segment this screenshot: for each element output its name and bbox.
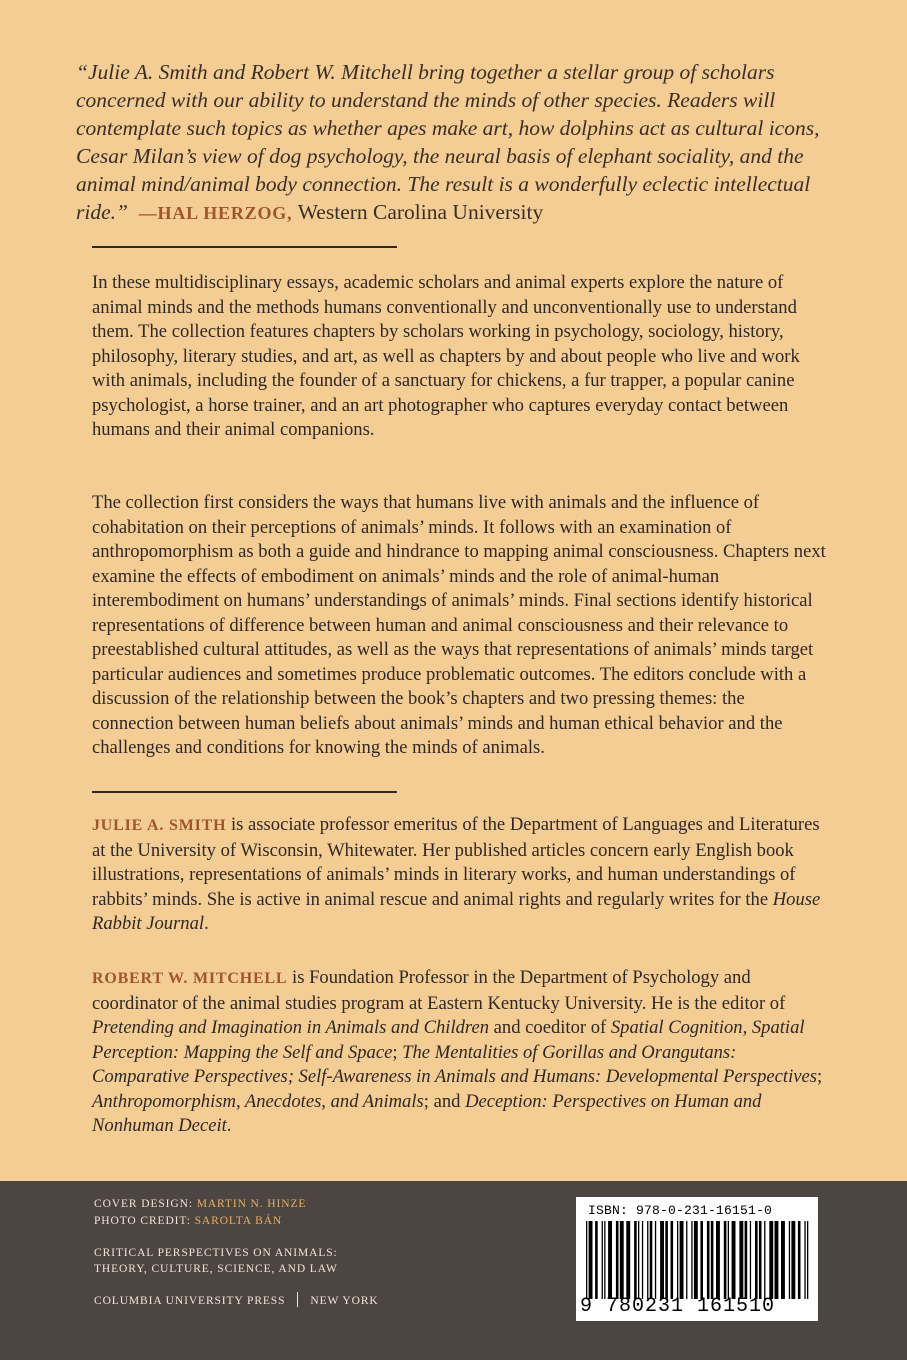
barcode-bar [677,1221,678,1299]
publisher-name: COLUMBIA UNIVERSITY PRESS [94,1295,286,1307]
isbn-label: ISBN: 978-0-231-16151-0 [588,1203,773,1218]
book-title: Spatial Cognition, Spatial Perception: Mapping the Self and Space [92,1017,805,1063]
barcode-bar [691,1221,692,1299]
barcode-bar [707,1221,710,1299]
publisher-imprint [94,1292,379,1307]
barcode-bar [626,1221,630,1299]
book-title: The Mentalities of Gorillas and Orangutans: Comparative Perspectives; Self-Awareness in Animals and Humans: Developmental Perspectives [92,1041,818,1087]
author-bio-mitchell [92,966,828,1139]
barcode-bar [642,1221,643,1299]
barcode-bar [716,1221,720,1299]
barcode-bar [694,1221,698,1299]
author-name: JULIE A. SMITH [92,817,227,834]
barcode-bar [620,1221,624,1299]
bio-end: . [204,913,209,934]
series-line: CRITICAL PERSPECTIVES ON ANIMALS: [94,1247,338,1259]
journal-title: House Rabbit Journal [92,888,821,934]
quote-affiliation: Western Carolina University [297,200,544,224]
barcode-bar [638,1221,639,1299]
photo-credit [94,1213,306,1230]
cover-design-credit [94,1196,306,1213]
barcode-bar [671,1221,674,1299]
barcode-bar [680,1221,684,1299]
barcode-bar [755,1221,758,1299]
barcode-bar [764,1221,765,1299]
separator [297,1292,298,1307]
book-title: Deception: Perspectives on Human and Nonhuman Deceit [92,1090,762,1136]
bio-end: . [226,1115,232,1136]
barcode-bar [804,1221,805,1299]
barcode-bar [807,1221,808,1299]
barcode-bar [798,1221,801,1299]
barcode-bar [686,1221,687,1299]
barcode-bar [655,1221,656,1299]
barcode-bar [745,1221,748,1299]
credits [94,1196,306,1230]
barcode-bar [665,1221,668,1299]
divider-rule [92,791,397,793]
barcode-bar [616,1221,619,1299]
barcode-bar [750,1221,751,1299]
barcode-bar [647,1221,648,1299]
credit-label: COVER DESIGN: [94,1198,193,1210]
bio-text: ; [392,1041,403,1063]
barcode-bar [602,1221,603,1299]
credit-value: MARTIN N. HINZE [196,1198,307,1210]
isbn-barcode [576,1197,818,1321]
barcode-bar [769,1221,773,1299]
series-title [94,1245,338,1277]
credit-label: PHOTO CREDIT: [94,1215,191,1227]
barcode-bar [759,1221,762,1299]
barcode-bar [789,1221,790,1299]
barcode-bar [634,1221,637,1299]
barcode-digits: 9 780231 161510 [580,1295,776,1318]
bio-text: ; and [423,1090,466,1112]
description-paragraph-2: The collection first considers the ways that humans live with animals and the influence of cohabitation on their perceptions of animals’ minds. It follows with an examination of anthropomorphism as both a guide and hindrance to mapping animal consciousness. Chapters next examine the effects of embodiment on animals’ minds and the role of animal-human interembodiment on humans’ understandings of animals’ minds. Final sections identify historical representations of difference between human and animal consciousness and their relevance to preestablished cultural attitudes, as well as the ways that representations of animals’ minds target particular audiences and sometimes produce problematic outcomes. The editors conclude with a discussion of the relationship between the book’s chapters and two pressing themes: the connection between human beliefs about animals’ minds and human ethical behavior and the challenges and conditions for knowing the minds of animals. [92,492,826,758]
bio-text: and coeditor of [489,1017,611,1038]
barcode-bar [660,1221,664,1299]
quote-author: —HAL HERZOG, [138,203,293,223]
description-paragraph-1: In these multidisciplinary essays, academic scholars and animal experts explore the nature of animal minds and the methods humans conventionally and unconventionally use to understand them. The collection features chapters by scholars working in psychology, sociology, history, philosophy, literary studies, and art, as well as chapters by and about people who live and work with animals, including the founder of a sanctuary for chickens, a fur trapper, a popular canine psychologist, a horse trainer, and an art photographer who captures everyday contact between humans and their animal companions. [92,272,800,440]
barcode-bar [586,1221,587,1299]
barcode-bars [582,1221,814,1299]
author-name: ROBERT W. MITCHELL [92,970,288,987]
barcode-bar [608,1221,612,1299]
barcode-bar [791,1221,795,1299]
barcode-bar [781,1221,785,1299]
barcode-bar [589,1221,593,1299]
publisher-location: NEW YORK [310,1295,379,1307]
series-line: THEORY, CULTURE, SCIENCE, AND LAW [94,1263,338,1275]
bio-text: is associate professor emeritus of the Department of Languages and Literatures at the University of Wisconsin, Whitewater. Her published articles concern early English book illustrations, representations of animals’ minds in literary works, and human understandings of rabbits’ minds. She is active in animal rescue and animal rights and regularly writes for the [92,814,820,910]
book-title: Anthropomorphism, Anecdotes, and Animals [92,1090,424,1112]
quote-text: “Julie A. Smith and Robert W. Mitchell bring together a stellar group of scholars concerned with our ability to understand the minds of other species. Readers will contemplate such topics as whether apes make art, how dolphins act as cultural icons, Cesar Milan’s view of dog psychology, the neural basis of elephant sociality, and the animal mind/animal body connection. The result is a wonderfully eclectic intellectual ride.” [76,60,820,224]
barcode-bar [650,1221,653,1299]
barcode-bar [739,1221,743,1299]
barcode-bar [711,1221,714,1299]
bio-text: ; [817,1066,823,1087]
divider-rule [92,246,397,248]
barcode-bar [604,1221,605,1299]
endorsement-quote [76,58,844,227]
credit-value: SAROLTA BÁN [194,1215,283,1227]
barcode-bar [595,1221,598,1299]
bio-text: is Foundation Professor in the Department of Psychology and coordinator of the animal studies program at Eastern Kentucky University. He is the editor of [92,967,786,1014]
barcode-bar [775,1221,779,1299]
author-bio-smith [92,813,828,937]
book-title: Pretending and Imagination in Animals and Children [92,1017,489,1038]
barcode-bar [728,1221,729,1299]
barcode-bar [732,1221,736,1299]
barcode-bar [724,1221,727,1299]
barcode-bar [700,1221,703,1299]
